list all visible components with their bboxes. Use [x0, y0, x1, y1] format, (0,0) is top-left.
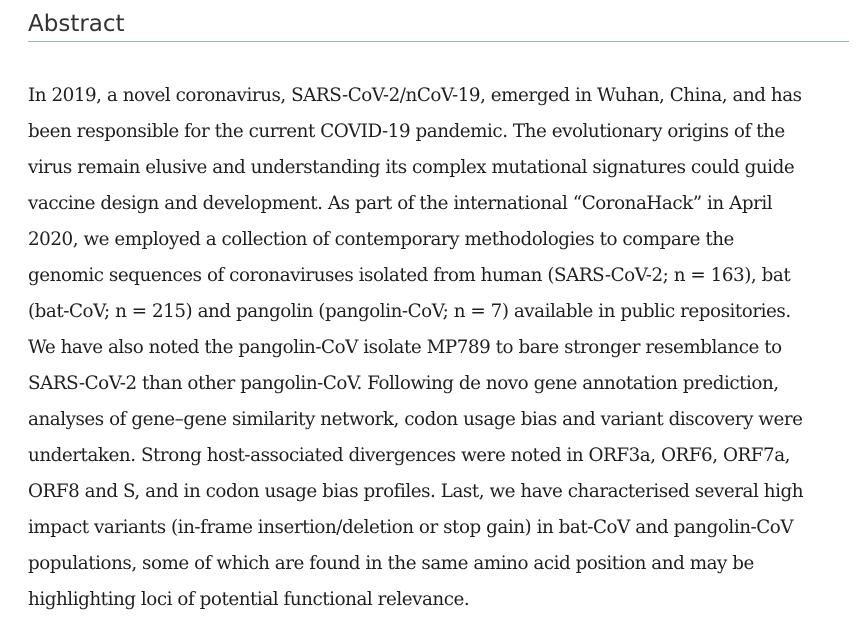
abstract-line: We have also noted the pangolin-CoV isolate MP789 to bare stronger resemblance to — [28, 337, 782, 358]
abstract-line: genomic sequences of coronaviruses isolated from human (SARS-CoV-2; n = 163), bat — [28, 265, 791, 286]
abstract-line: 2020, we employed a collection of contemporary methodologies to compare the — [28, 229, 734, 250]
abstract-line: SARS-CoV-2 than other pangolin-CoV. Following de novo gene annotation prediction, — [28, 373, 779, 394]
abstract-line: been responsible for the current COVID-19 pandemic. The evolutionary origins of the — [28, 121, 785, 142]
abstract-line: undertaken. Strong host-associated divergences were noted in ORF3a, ORF6, ORF7a, — [28, 445, 791, 466]
abstract-line: ORF8 and S, and in codon usage bias profiles. Last, we have characterised several high — [28, 481, 804, 502]
abstract-line: populations, some of which are found in the same amino acid position and may be — [28, 553, 754, 574]
abstract-line: vaccine design and development. As part of the international “CoronaHack” in April — [28, 193, 773, 214]
abstract-line: (bat-CoV; n = 215) and pangolin (pangolin-CoV; n = 7) available in public repositories. — [28, 301, 791, 322]
abstract-section — [28, 0, 849, 618]
abstract-heading: Abstract — [28, 0, 849, 42]
abstract-line: virus remain elusive and understanding its complex mutational signatures could guide — [28, 157, 795, 178]
abstract-line: In 2019, a novel coronavirus, SARS-CoV-2/nCoV-19, emerged in Wuhan, China, and has — [28, 85, 802, 106]
abstract-line: impact variants (in-frame insertion/deletion or stop gain) in bat-CoV and pangolin-CoV — [28, 517, 794, 538]
abstract-body — [28, 78, 849, 618]
abstract-line: highlighting loci of potential functional relevance. — [28, 589, 470, 610]
abstract-line: analyses of gene–gene similarity network, codon usage bias and variant discovery were — [28, 409, 803, 430]
